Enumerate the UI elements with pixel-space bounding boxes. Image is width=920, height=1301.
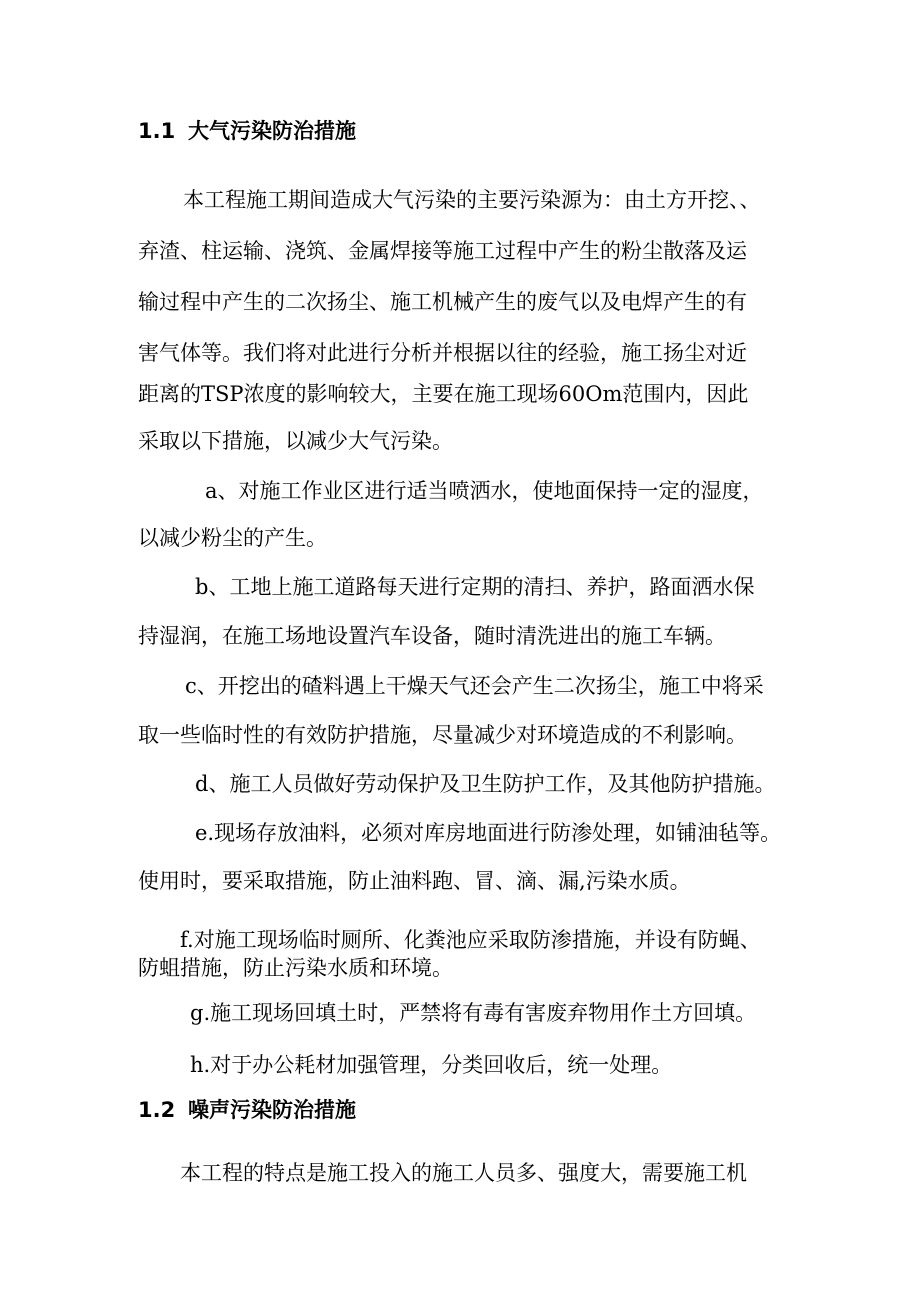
list-item-line: e.现场存放油料，必须对库房地面进行防渗处理，如铺油毡等。	[195, 821, 782, 845]
section-heading	[138, 118, 356, 144]
paragraph-line: 输过程中产生的二次扬尘、施工机械产生的废气以及电焊产生的有	[138, 290, 747, 314]
paragraph-line: 采取以下措施，以减少大气污染。	[138, 429, 453, 453]
paragraph-line: 弃渣、柱运输、浇筑、金属焊接等施工过程中产生的粉尘散落及运	[138, 239, 747, 263]
section-title: 大气污染防治措施	[188, 119, 356, 143]
list-item-line: b、工地上施工道路每天进行定期的清扫、养护，路面洒水保	[195, 575, 755, 599]
list-item-line: a、对施工作业区进行适当喷洒水，使地面保持一定的湿度，	[205, 479, 764, 503]
paragraph-line: 害气体等。我们将对此进行分析并根据以往的经验，施工扬尘对近	[138, 341, 747, 365]
list-item-line: 持湿润，在施工场地设置汽车设备，随时清洗进出的施工车辆。	[138, 624, 726, 648]
list-item-line: 以减少粉尘的产生。	[138, 526, 327, 550]
list-item-line: 使用时，要采取措施，防止油料跑、冒、滴、漏,污染水质。	[138, 869, 691, 893]
paragraph-line: 距离的TSP浓度的影响较大，主要在施工现场60Om范围内，因此	[138, 382, 749, 406]
list-item-line: f.对施工现场临时厕所、化粪池应采取防渗措施，并设有防蝇、	[180, 928, 761, 952]
list-item-line: g.施工现场回填土时，严禁将有毒有害废弃物用作土方回填。	[190, 1001, 757, 1025]
section-number: 1.1	[138, 119, 176, 143]
section-number: 1.2	[138, 1098, 176, 1122]
list-item-line: 防蛆措施，防止污染水质和环境。	[138, 956, 453, 980]
list-item-line: c、开挖出的碴料遇上干燥天气还会产生二次扬尘，施工中将采	[185, 674, 764, 698]
paragraph-line: 本工程施工期间造成大气污染的主要污染源为：由土方开挖、、	[183, 188, 761, 212]
list-item-line: 取一些临时性的有效防护措施，尽量减少对环境造成的不利影响。	[138, 723, 747, 747]
section-title: 噪声污染防治措施	[188, 1098, 356, 1122]
list-item-line: d、施工人员做好劳动保护及卫生防护工作，及其他防护措施。	[195, 772, 776, 796]
paragraph-line: 本工程的特点是施工投入的施工人员多、强度大，需要施工机	[180, 1161, 747, 1185]
list-item-line: h.对于办公耗材加强管理，分类回收后，统一处理。	[190, 1053, 673, 1077]
section-heading	[138, 1097, 356, 1123]
